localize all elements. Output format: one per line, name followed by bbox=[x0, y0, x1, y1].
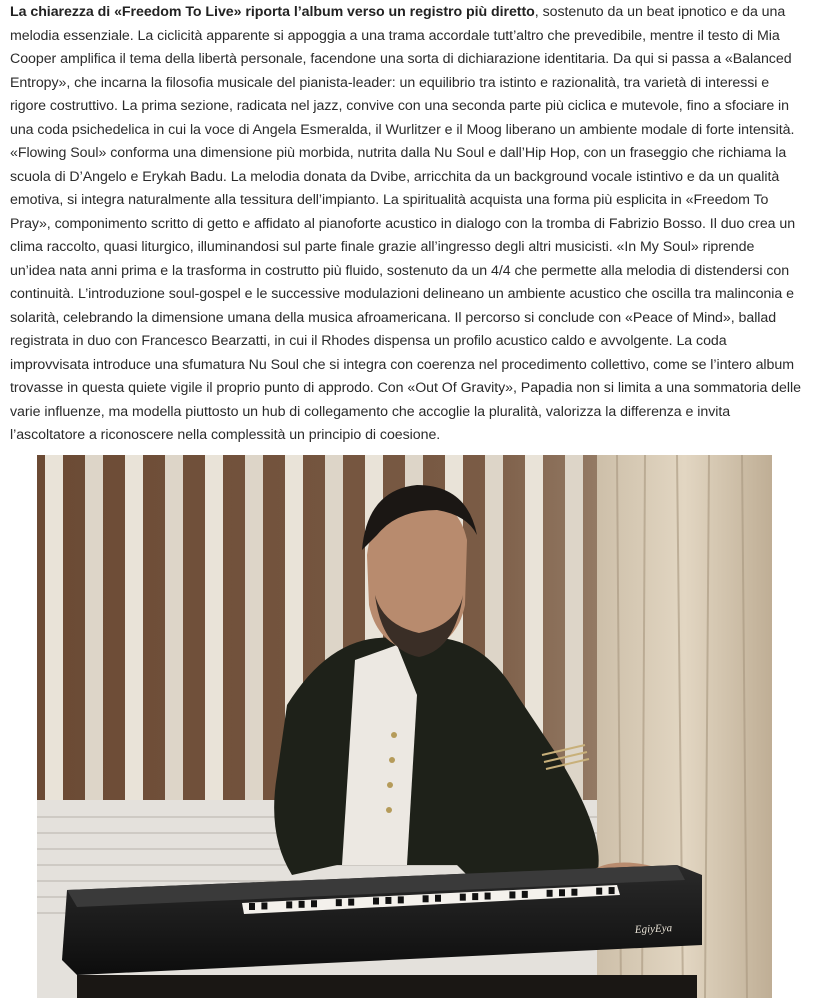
black-key bbox=[485, 893, 491, 900]
black-key bbox=[348, 899, 354, 906]
black-key bbox=[522, 891, 528, 898]
article-photo bbox=[37, 455, 772, 998]
black-key bbox=[559, 889, 565, 896]
wall-slat bbox=[205, 455, 223, 800]
black-key bbox=[609, 887, 615, 894]
black-key bbox=[435, 895, 441, 902]
black-key bbox=[398, 896, 404, 903]
wall-slat bbox=[45, 455, 63, 800]
wall-slat bbox=[125, 455, 143, 800]
black-key bbox=[286, 901, 292, 908]
black-key bbox=[385, 897, 391, 904]
article-body-text: , sostenuto da un beat ipnotico e da una melodia essenziale. La ciclicità apparente si appoggia a una trama accordale tutt’altro che prevedibile, mentre il testo di Mia Cooper amplifica il tema della libertà personale, facendone una sorta di dichiarazione identitaria. Da qui si passa a «Balanced Entropy», che incarna la filosofia musicale del pianista-leader: un equilibrio tra istinto e razionalità, tra varietà di interessi e rigore costruttivo. La prima sezione, radicata nel jazz, convive con una seconda parte più ciclica e mutevole, fino a sfociare in una coda psichedelica in cui la voce di Angela Esmeralda, il Wurlitzer e il Moog liberano un ambiente modale di forte intensità. «Flowing Soul» conforma una dimensione più morbida, nutrita dalla Nu Soul e dall’Hip Hop, con un fraseggio che richiama la scuola di D’Angelo e Erykah Badu. La melodia donata da Dvibe, arricchita da un background vocale istintivo e da un qualità emotiva, si integra naturalmente alla tessitura dell’impianto. La spiritualità acquista una forma più esplicita in «Freedom To Pray», componimento scritto di getto e affidato al pianoforte acustico in dialogo con la tromba di Fabrizio Bosso. Il duo crea un clima raccolto, quasi liturgico, illuminandosi sul parte finale grazie all’ingresso degli altri musicisti. «In My Soul» riprende un’idea nata anni prima e la trasforma in costrutto più fluido, sostenuto da un 4/4 che permette alla melodia di distendersi con continuità. L’introduzione soul-gospel e le successive modulazioni delineano un ambiente acustico che oscilla tra malinconia e solarità, celebrando la dimensione umana della musica afroamericana. Il percorso si conclude con «Peace of Mind», ballad registrata in duo con Francesco Bearzatti, in cui il Rhodes dispensa un profilo acustico caldo e avvolgente. La coda improvvisata introduce una sfumatura Nu Soul che si integra con coerenza nel procedimento collettivo, come se l’intero album trovasse in questa quiete vigile il proprio punto di approdo. Con «Out Of Gravity», Papadia non si limita a una sommatoria delle varie influenze, ma modella piuttosto un hub di collegamento che accoglie la pluralità, valorizza la differenza e invita l’ascoltatore a riconoscere nella complessità un principio di coesione. bbox=[10, 4, 801, 443]
black-key bbox=[261, 902, 267, 909]
black-key bbox=[299, 901, 305, 908]
black-key bbox=[311, 900, 317, 907]
black-key bbox=[460, 894, 466, 901]
black-key bbox=[472, 893, 478, 900]
wall-slat bbox=[245, 455, 263, 800]
black-key bbox=[509, 891, 515, 898]
black-key bbox=[373, 898, 379, 905]
black-key bbox=[336, 899, 342, 906]
black-key bbox=[423, 895, 429, 902]
wall-slat bbox=[165, 455, 183, 800]
article-paragraph bbox=[10, 1, 802, 448]
keyboard-brand-label: EgiyEya bbox=[634, 922, 673, 936]
black-key bbox=[547, 890, 553, 897]
black-key bbox=[571, 889, 577, 896]
article-lead-bold: La chiarezza di «Freedom To Live» riporta l’album verso un registro più diretto bbox=[10, 4, 535, 20]
wall-slat bbox=[85, 455, 103, 800]
black-key bbox=[249, 903, 255, 910]
black-key bbox=[596, 888, 602, 895]
